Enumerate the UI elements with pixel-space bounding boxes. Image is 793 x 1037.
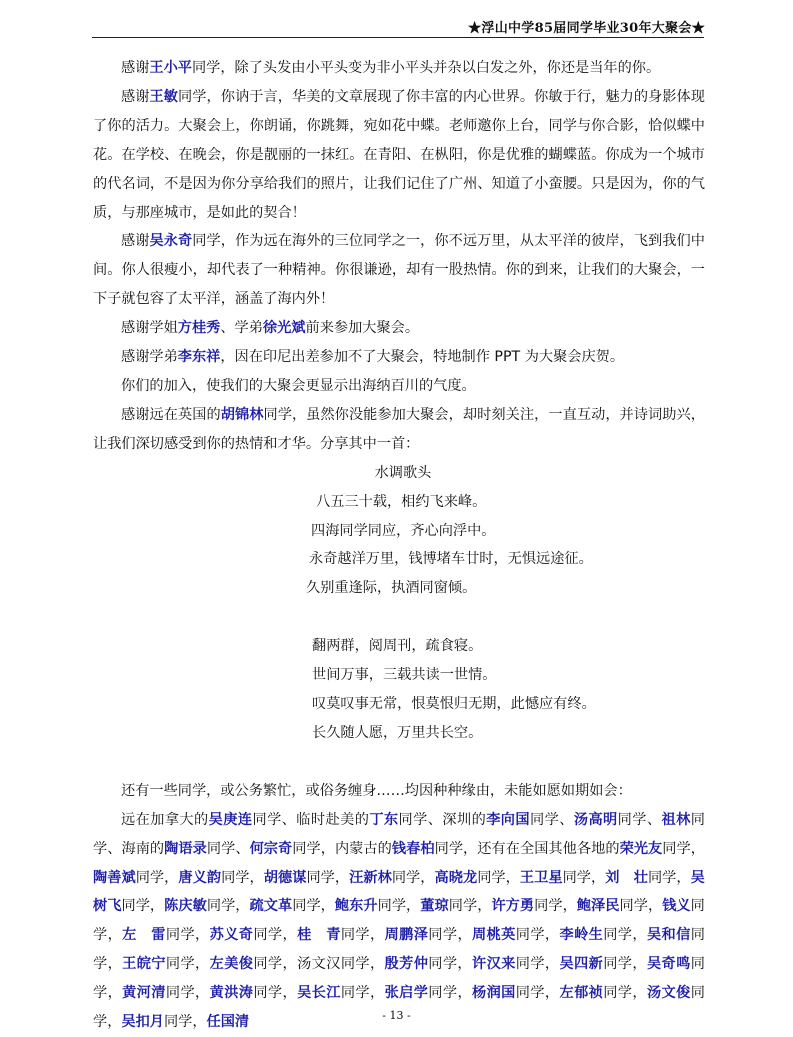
- text-run: 同学，: [340, 985, 385, 1002]
- text-run: 同学，: [253, 985, 298, 1002]
- text-run: 同学，: [428, 927, 473, 944]
- classmate-name: 王敏: [149, 88, 178, 105]
- text-run: 同学，你讷于言，华美的文章展现了你丰富的内心世界。你敏于行，魅力的身影体现了你的活力。大聚会上，你朗诵，你跳舞，宛如花中蝶。老师邀你上台，同学与你合影，恰似蝶中花。在学校、在晚会，你是靓丽的一抹红。在青阳、在枞阳，你是优雅的蝴蝶蓝。你成为一个城市的代名词，不是因为你分享给我们的照片，让我们记住了广州、知道了小蛮腰。只是因为，你的气质，与那座城市，是如此的契合！: [93, 88, 705, 221]
- thanks-paragraphs: [93, 54, 705, 459]
- classmate-name: 钱义: [662, 898, 691, 915]
- classmate-name: 汤文俊: [646, 985, 691, 1002]
- classmate-name: 胡锦林: [220, 406, 264, 423]
- classmate-name: 任国清: [206, 1014, 250, 1031]
- text-run: 、学弟: [220, 320, 263, 337]
- classmate-name: 陶善斌: [93, 869, 136, 886]
- classmate-name: 黄河清: [122, 985, 166, 1002]
- page-header: ★浮山中学85届同学毕业30年大聚会★: [468, 21, 705, 36]
- text-run: 同学，: [428, 985, 473, 1002]
- classmate-name: 何宗奇: [249, 840, 293, 857]
- classmate-name: 吴扣月: [121, 1014, 164, 1031]
- classmate-name: 周桃英: [472, 927, 516, 944]
- poem-line: 叹莫叹事无常，恨莫恨归无期，此憾应有终。: [312, 696, 596, 713]
- poem-stanza-1: [93, 488, 705, 604]
- text-run: 同学，: [206, 898, 250, 915]
- text-run: 同学，: [93, 956, 705, 1002]
- classmate-name: 吴和信: [646, 927, 691, 944]
- classmate-name: 李东祥: [177, 349, 221, 366]
- text-run: 同学、: [530, 811, 574, 828]
- classmate-name: 左 雷: [122, 927, 166, 944]
- text-run: 感谢: [121, 88, 150, 105]
- classmate-name: 周鹏泽: [384, 927, 429, 944]
- text-run: 同学、海南的: [93, 811, 705, 857]
- header-rule: [92, 37, 704, 38]
- classmate-name: 吴庚连: [208, 811, 253, 828]
- text-run: 同学，: [165, 927, 210, 944]
- text-run: 同学，: [135, 869, 179, 886]
- stanza-gap: [93, 603, 705, 632]
- poem-line: 永奇越洋万里，钱博堵车廿时，无惧远途征。: [309, 551, 593, 568]
- poem-line: 八五三十载，相约飞来峰。: [316, 493, 487, 510]
- classmate-name: 方桂秀: [177, 320, 221, 337]
- paragraph: [93, 83, 705, 228]
- text-run: 同学，作为远在海外的三位同学之一，你不远万里，从太平洋的彼岸，飞到我们中间。你人很瘦小，却代表了一种精神。你很谦逊，却有一股热情。你的到来，让我们的大聚会，一下子就包容了太平洋，涵盖了海内外！: [93, 233, 705, 308]
- text-run: 同学，: [534, 898, 577, 915]
- page-body: [93, 54, 705, 1037]
- text-run: 同学，: [662, 840, 705, 857]
- text-run: 同学，: [515, 927, 560, 944]
- text-run: 同学，: [165, 956, 210, 973]
- text-run: ，因在印尼出差参加不了大聚会，特地制作 PPT 为大聚会庆贺。: [220, 349, 625, 366]
- text-run: 前来参加大聚会。: [305, 320, 420, 337]
- paragraph: [93, 806, 705, 1037]
- classmate-name: 许方勇: [491, 898, 535, 915]
- text-run: 同学，汤文汉同学，: [253, 956, 385, 973]
- text-run: 你们的加入，使我们的大聚会更显示出海纳百川的气度。: [121, 377, 476, 394]
- text-run: 同学，: [306, 869, 350, 886]
- classmate-name: 吴永奇: [149, 233, 193, 250]
- text-run: 同学，: [93, 898, 705, 944]
- classmate-name: 杨润国: [472, 985, 516, 1002]
- text-run: 同学，虽然你没能参加大聚会，却时刻关注，一直互动，并诗词助兴，让我们深切感受到你的热情和才华。分享其中一首：: [93, 406, 705, 452]
- poem-title: 水调歌头: [374, 464, 432, 481]
- classmate-name: 唐义韵: [178, 869, 222, 886]
- paragraph: [93, 401, 705, 459]
- classmate-name: 徐光斌: [262, 320, 306, 337]
- text-run: 同学，: [603, 927, 647, 944]
- text-run: 同学，: [93, 927, 705, 973]
- text-run: 同学、深圳的: [398, 811, 487, 828]
- text-run: 同学，: [647, 869, 691, 886]
- text-run: 同学，: [253, 927, 298, 944]
- text-run: 远在加拿大的: [121, 811, 209, 828]
- text-run: 感谢学弟: [121, 349, 178, 366]
- classmate-name: 胡德谋: [263, 869, 307, 886]
- text-run: 同学，: [515, 985, 560, 1002]
- classmate-name: 鲍泽民: [576, 898, 620, 915]
- classmate-name: 荣光友: [619, 840, 663, 857]
- classmate-name: 李向国: [486, 811, 531, 828]
- classmate-name: 殷芳仲: [384, 956, 429, 973]
- classmate-name: 吴长江: [297, 985, 341, 1002]
- classmate-name: 张启学: [384, 985, 429, 1002]
- classmate-name: 董琼: [420, 898, 449, 915]
- text-run: 同学，: [340, 927, 385, 944]
- text-run: 感谢: [121, 60, 150, 76]
- paragraph: [93, 54, 705, 83]
- text-run: 同学，: [292, 898, 335, 915]
- text-run: 同学，: [121, 898, 165, 915]
- classmate-name: 桂 青: [297, 927, 341, 944]
- text-run: 同学，除了头发由小平头变为非小平头并杂以白发之外，你还是当年的你。: [191, 60, 661, 76]
- text-run: 感谢远在英国的: [121, 406, 221, 423]
- classmate-name: 吴树飞: [93, 869, 705, 915]
- classmate-name: 汪新林: [349, 869, 392, 886]
- classmate-name: 高晓龙: [434, 869, 478, 886]
- poem-line: 四海同学同应，齐心向浮中。: [311, 522, 496, 539]
- text-run: 同学，: [93, 985, 705, 1031]
- classmate-name: 黄洪涛: [209, 985, 254, 1002]
- classmate-name: 汤高明: [573, 811, 618, 828]
- text-run: 同学、: [617, 811, 662, 828]
- text-run: 同学、: [206, 840, 250, 857]
- classmate-name: 陶语录: [164, 840, 207, 857]
- text-run: 同学、临时赴美的: [252, 811, 370, 828]
- text-run: 同学，: [603, 985, 647, 1002]
- text-run: 同学，: [428, 956, 473, 973]
- classmate-name: 李岭生: [559, 927, 604, 944]
- text-run: 同学，: [619, 898, 663, 915]
- classmate-name: 王卫星: [519, 869, 563, 886]
- classmate-name: 王皖宁: [122, 956, 166, 973]
- text-run: 同学，: [448, 898, 492, 915]
- absent-classmates: [93, 777, 705, 1037]
- text-run: 同学，: [562, 869, 606, 886]
- classmate-name: 苏义奇: [209, 927, 254, 944]
- classmate-name: 祖林: [661, 811, 691, 828]
- classmate-name: 吴四新: [559, 956, 604, 973]
- paragraph: [93, 227, 705, 314]
- classmate-name: 吴奇鸣: [646, 956, 691, 973]
- text-run: 同学，还有在全国其他各地的: [434, 840, 620, 857]
- classmate-name: 许汉来: [472, 956, 516, 973]
- text-run: 同学，: [477, 869, 520, 886]
- poem-line: 世间万事，三载共读一世情。: [312, 667, 497, 684]
- paragraph: [93, 372, 705, 401]
- text-run: 同学，: [391, 869, 435, 886]
- classmate-name: 刘 壮: [605, 869, 648, 886]
- text-run: 感谢: [121, 233, 150, 250]
- text-run: 同学，: [163, 1014, 207, 1031]
- section-gap: [93, 748, 705, 777]
- classmate-name: 王小平: [149, 60, 192, 76]
- classmate-name: 疏文革: [249, 898, 293, 915]
- poem-line: 长久随人愿，万里共长空。: [312, 724, 483, 741]
- text-run: 同学，: [603, 956, 647, 973]
- poem-line: 翻两群，阅周刊，疏食寝。: [312, 638, 483, 655]
- classmate-name: 左美俊: [209, 956, 254, 973]
- text-run: 感谢学姐: [121, 320, 178, 337]
- classmate-name: 丁东: [369, 811, 399, 828]
- text-run: 同学，: [221, 869, 264, 886]
- classmate-name: 钱春柏: [391, 840, 435, 857]
- text-run: 同学，: [165, 985, 210, 1002]
- text-run: 同学，: [377, 898, 421, 915]
- classmate-name: 左郁祯: [559, 985, 604, 1002]
- text-run: 同学，: [515, 956, 560, 973]
- paragraph: [93, 777, 705, 806]
- text-run: 同学，内蒙古的: [292, 840, 392, 857]
- text-run: 还有一些同学，或公务繁忙，或俗务缠身……均因种种缘由，未能如愿如期如会：: [121, 782, 632, 799]
- paragraph: [93, 343, 705, 372]
- classmate-name: 陈庆敏: [164, 898, 207, 915]
- poem-line: 久别重逢际，执酒同窗倾。: [306, 580, 477, 597]
- classmate-name: 鲍东升: [334, 898, 378, 915]
- paragraph: [93, 314, 705, 343]
- page-number: - 13 -: [382, 1009, 411, 1022]
- poem-stanza-2: [93, 632, 705, 748]
